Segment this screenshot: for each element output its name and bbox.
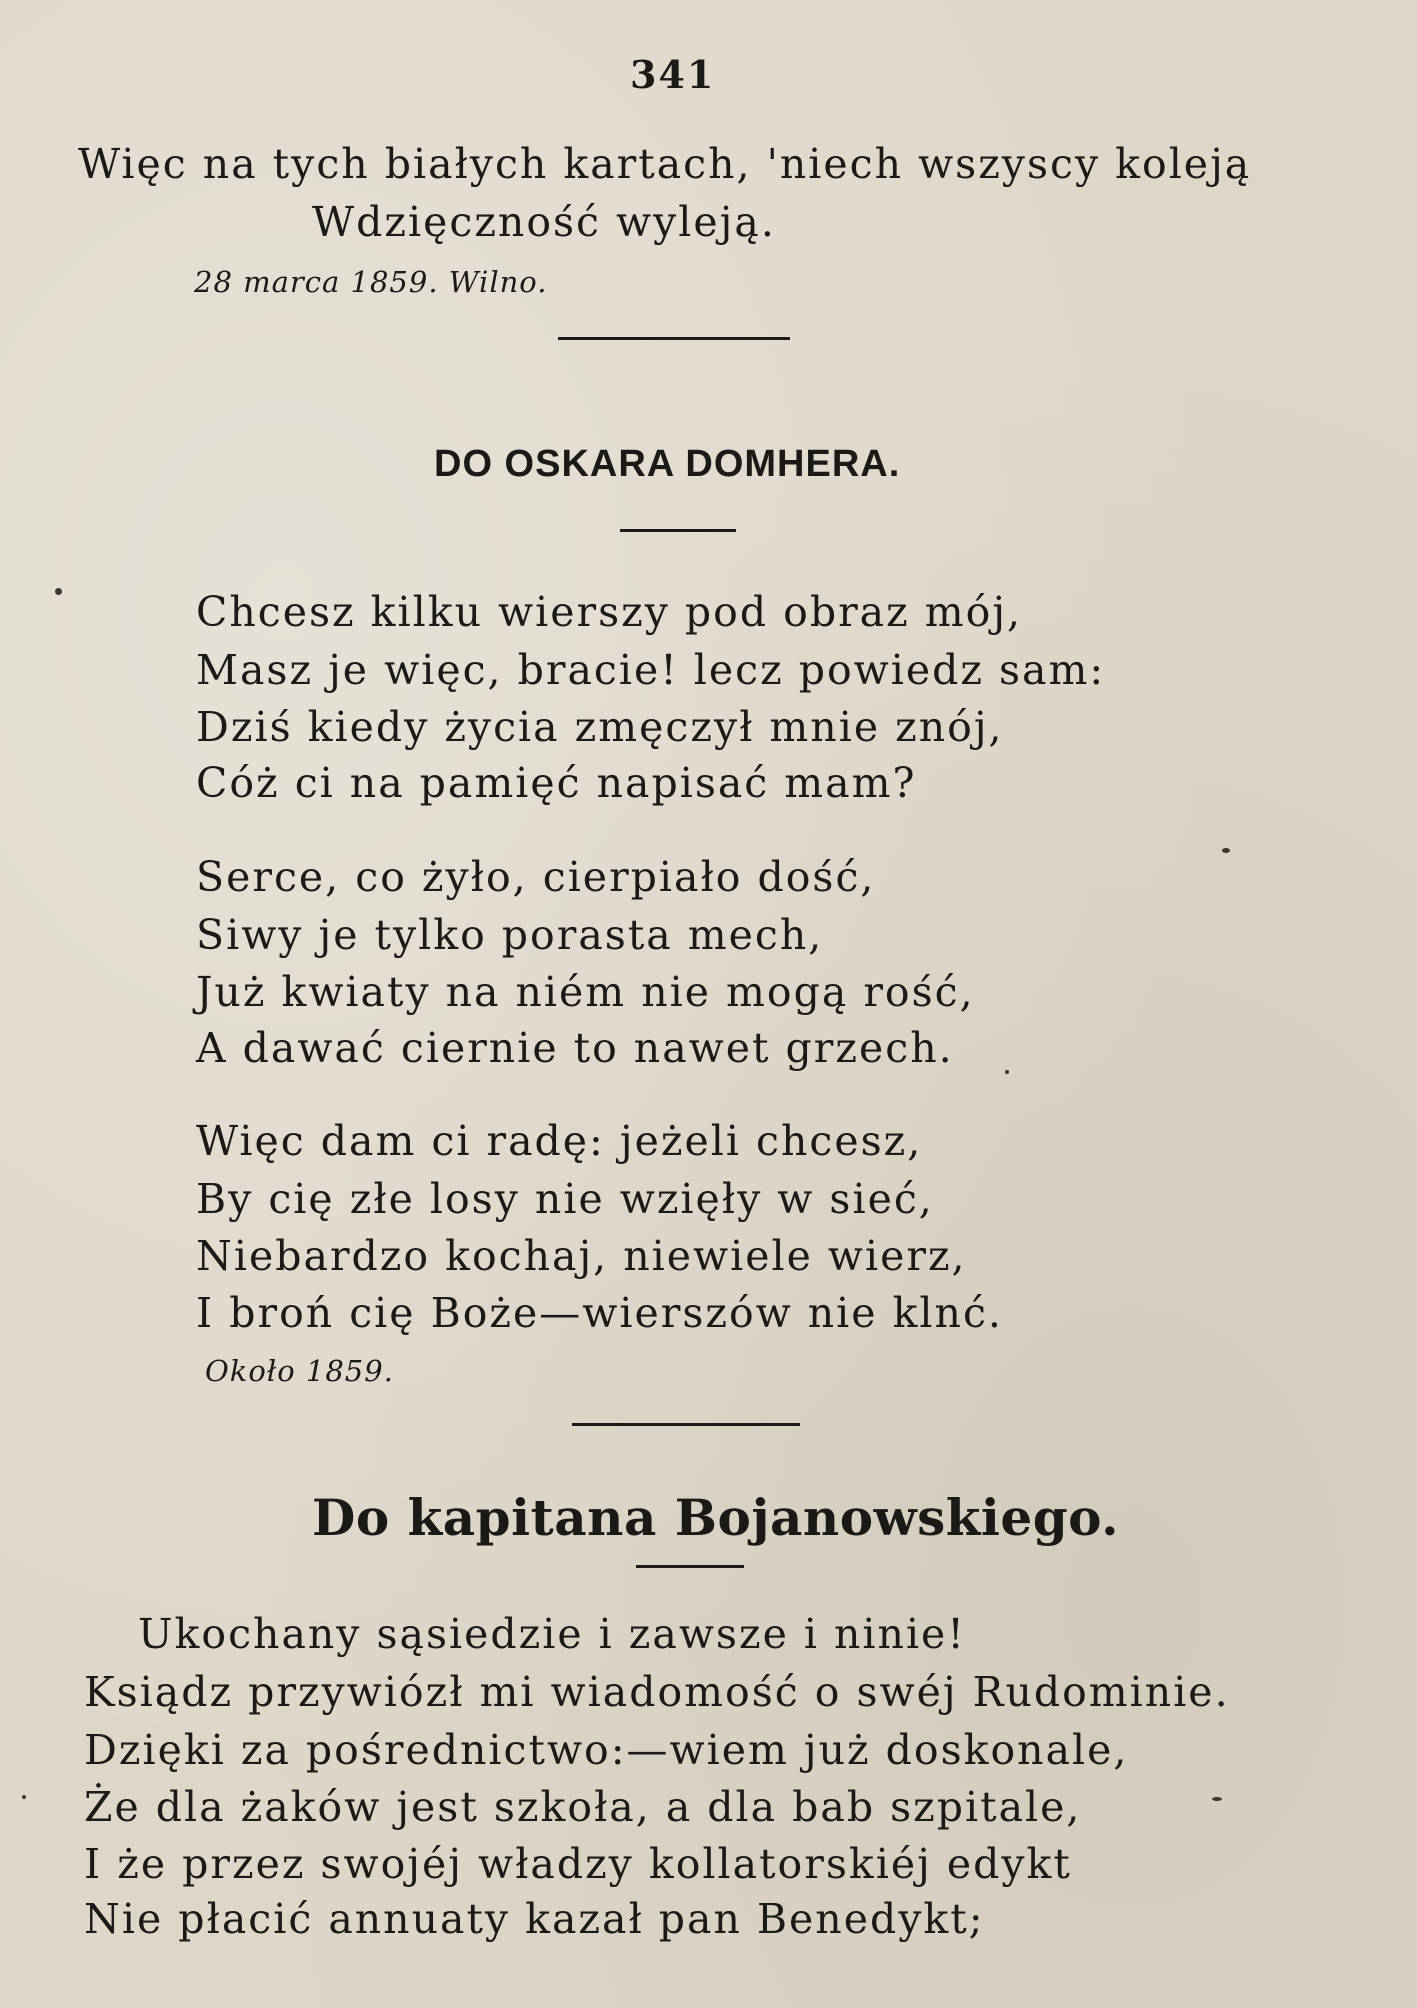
verse-line: Ukochany sąsiedzie i zawsze i ninie! [138, 1610, 966, 1658]
verse-line: Ksiądz przywiózł mi wiadomość o swéj Rudominie. [84, 1668, 1230, 1716]
verse-line: Już kwiaty na niém nie mogą rość, [196, 968, 975, 1016]
verse-line: Że dla żaków jest szkoła, a dla bab szpitale, [84, 1783, 1082, 1831]
title-rule [620, 529, 736, 532]
poem-date: Około 1859. [205, 1354, 394, 1388]
verse-line: Więc dam ci radę: jeżeli chcesz, [196, 1117, 923, 1165]
verse-line: By cię złe losy nie wzięły w sieć, [196, 1175, 934, 1223]
poem-title: Do kapitana Bojanowskiego. [312, 1488, 1120, 1547]
verse-line: Chcesz kilku wierszy pod obraz mój, [196, 588, 1023, 636]
paper-speck [1212, 1797, 1222, 1801]
poem-title: DO OSKARA DOMHERA. [434, 443, 901, 485]
verse-line: Dziś kiedy życia zmęczył mnie znój, [196, 703, 1004, 751]
fragment-line: Więc na tych białych kartach, 'niech wszyscy koleją [78, 140, 1252, 188]
paper-speck [55, 588, 62, 595]
verse-line: Niebardzo kochaj, niewiele wierz, [196, 1232, 967, 1280]
verse-line: I broń cię Boże—wierszów nie klnć. [196, 1289, 1003, 1337]
page-number: 341 [630, 52, 716, 97]
paper-speck [1005, 1070, 1009, 1074]
section-divider [558, 337, 790, 340]
verse-line: A dawać ciernie to nawet grzech. [196, 1024, 954, 1072]
verse-line: Serce, co żyło, cierpiało dość, [196, 853, 876, 901]
section-divider [572, 1423, 800, 1426]
verse-line: Cóż ci na pamięć napisać mam? [196, 759, 917, 807]
verse-line: Masz je więc, bracie! lecz powiedz sam: [196, 646, 1106, 694]
paper-speck [1222, 848, 1230, 853]
fragment-line: Wdzięczność wyleją. [312, 198, 776, 246]
verse-line: Siwy je tylko porasta mech, [196, 911, 824, 959]
title-rule [636, 1565, 744, 1568]
verse-line: Dzięki za pośrednictwo:—wiem już doskonale, [84, 1726, 1129, 1774]
verse-line: Nie płacić annuaty kazał pan Benedykt; [84, 1895, 985, 1943]
fragment-date: 28 marca 1859. Wilno. [194, 265, 548, 299]
paper-speck [22, 1795, 26, 1799]
verse-line: I że przez swojéj władzy kollatorskiéj edykt [84, 1840, 1072, 1888]
